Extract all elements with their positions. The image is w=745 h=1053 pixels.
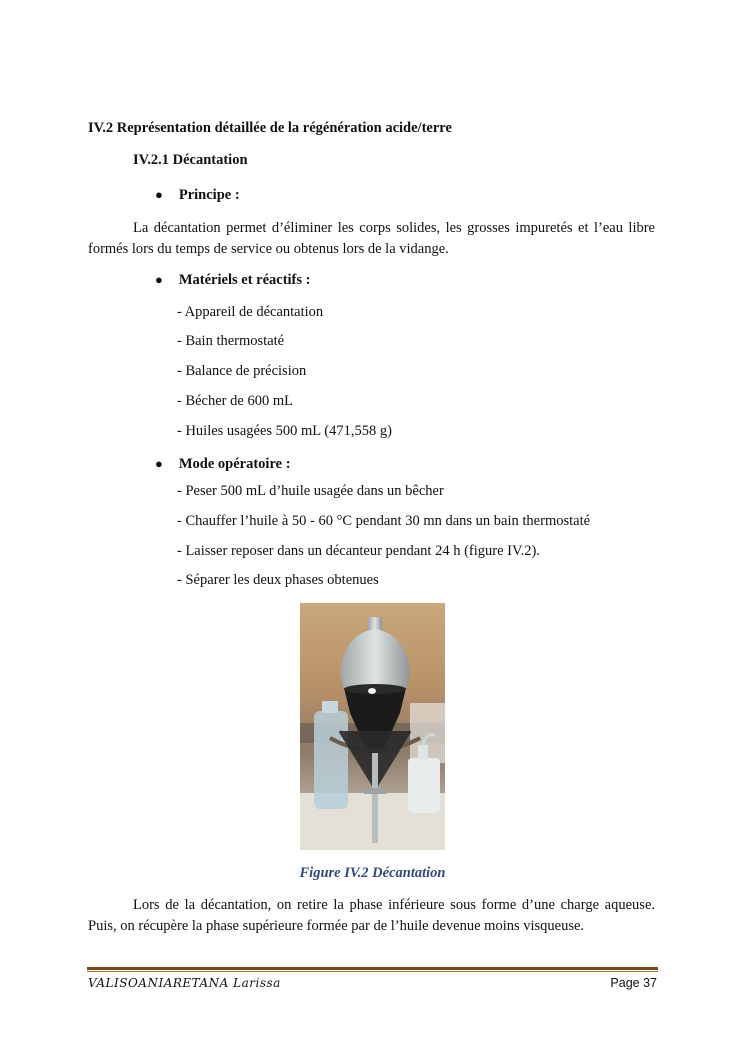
principe-paragraph: La décantation permet d’éliminer les corps solides, les grosses impuretés et l’eau libre formés lors du temps de service ou obtenus lors de la vidange. bbox=[88, 220, 655, 257]
list-item: - Chauffer l’huile à 50 - 60 °C pendant 30 mn dans un bain thermostaté bbox=[177, 513, 591, 529]
footer-rule bbox=[87, 967, 658, 970]
conclusion-paragraph: Lors de la décantation, on retire la phase inférieure sous forme d’une charge aqueuse. Puis, on récupère la phase supérieure formée par de l’huile devenue moins visqueuse. bbox=[88, 897, 655, 934]
bullet-materiels bbox=[155, 271, 311, 289]
bullet-principe bbox=[155, 186, 240, 204]
principe-label: Principe : bbox=[178, 187, 240, 203]
list-item: - Séparer les deux phases obtenues bbox=[177, 572, 379, 588]
bullet-mode bbox=[155, 455, 291, 473]
separatory-funnel-image bbox=[300, 603, 445, 850]
bullet-dot-icon: ● bbox=[155, 272, 163, 287]
list-item: - Appareil de décantation bbox=[177, 304, 324, 320]
bullet-dot-icon: ● bbox=[155, 456, 163, 471]
list-item: - Peser 500 mL d’huile usagée dans un bêcher bbox=[177, 483, 444, 499]
list-item: - Huiles usagées 500 mL (471,558 g) bbox=[177, 423, 392, 439]
footer-rule-thin bbox=[87, 971, 658, 972]
section-heading: IV.2 Représentation détaillée de la régénération acide/terre bbox=[88, 120, 452, 136]
list-item: - Bain thermostaté bbox=[177, 333, 285, 349]
footer-page-number: Page 37 bbox=[610, 976, 657, 990]
mode-label: Mode opératoire : bbox=[178, 456, 291, 472]
list-item: - Bécher de 600 mL bbox=[177, 393, 293, 409]
footer-author: VALISOANIARETANA Larissa bbox=[88, 976, 281, 990]
list-item: - Balance de précision bbox=[177, 363, 307, 379]
subsection-heading: IV.2.1 Décantation bbox=[133, 152, 248, 168]
list-item: - Laisser reposer dans un décanteur pendant 24 h (figure IV.2). bbox=[177, 543, 540, 559]
figure-caption: Figure IV.2 Décantation bbox=[299, 865, 446, 881]
materiels-label: Matériels et réactifs : bbox=[178, 272, 311, 288]
bullet-dot-icon: ● bbox=[155, 187, 163, 202]
decantation-photo bbox=[300, 603, 445, 850]
